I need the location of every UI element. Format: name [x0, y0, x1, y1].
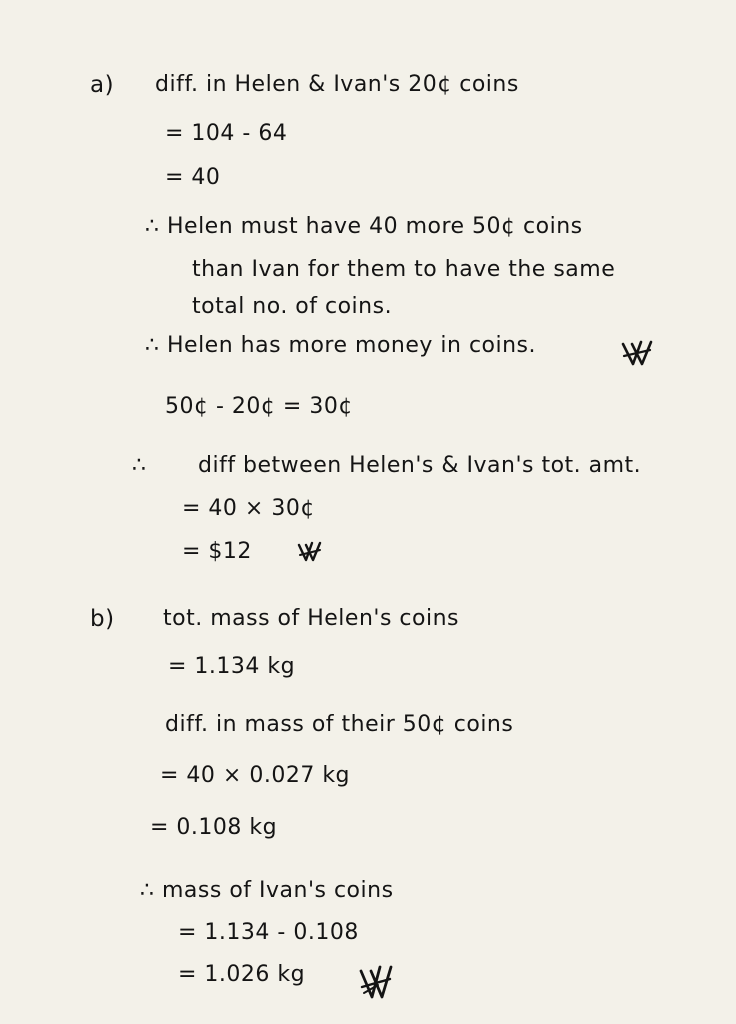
part-b-calc-5: = 1.026 kg [178, 962, 306, 987]
part-b-calc-1: = 1.134 kg [168, 654, 296, 679]
part-a-heading: diff. in Helen & Ivan's 20¢ coins [155, 72, 519, 97]
double-tick-icon [297, 540, 323, 564]
part-a-calc-4: = $12 [182, 539, 252, 564]
part-b-label: b) [90, 606, 115, 632]
part-a-value-diff: 50¢ - 20¢ = 30¢ [165, 394, 353, 419]
part-b-calc-2: = 40 × 0.027 kg [160, 763, 351, 788]
double-tick-icon [620, 338, 654, 368]
part-a-conclusion-1-line-2: than Ivan for them to have the same [192, 257, 616, 282]
part-b-subheading: diff. in mass of their 50¢ coins [165, 712, 514, 737]
part-b-calc-4: = 1.134 - 0.108 [178, 920, 359, 945]
part-b-calc-3: = 0.108 kg [150, 815, 278, 840]
part-a-calc-1: = 104 - 64 [165, 121, 288, 146]
part-b-heading: tot. mass of Helen's coins [163, 606, 459, 631]
part-a-calc-2: = 40 [165, 165, 221, 190]
part-b-conclusion: ∴ mass of Ivan's coins [140, 878, 394, 903]
double-tick-icon [358, 963, 394, 1001]
part-a-conclusion-1-line-3: total no. of coins. [192, 294, 393, 319]
part-a-label: a) [90, 72, 115, 98]
part-a-conclusion-1-line-1: ∴ Helen must have 40 more 50¢ coins [145, 214, 583, 239]
part-a-therefore-symbol: ∴ [132, 453, 147, 478]
part-a-conclusion-2: ∴ Helen has more money in coins. [145, 333, 537, 358]
part-a-conclusion-3: diff between Helen's & Ivan's tot. amt. [198, 453, 642, 478]
part-a-calc-3: = 40 × 30¢ [182, 496, 315, 521]
